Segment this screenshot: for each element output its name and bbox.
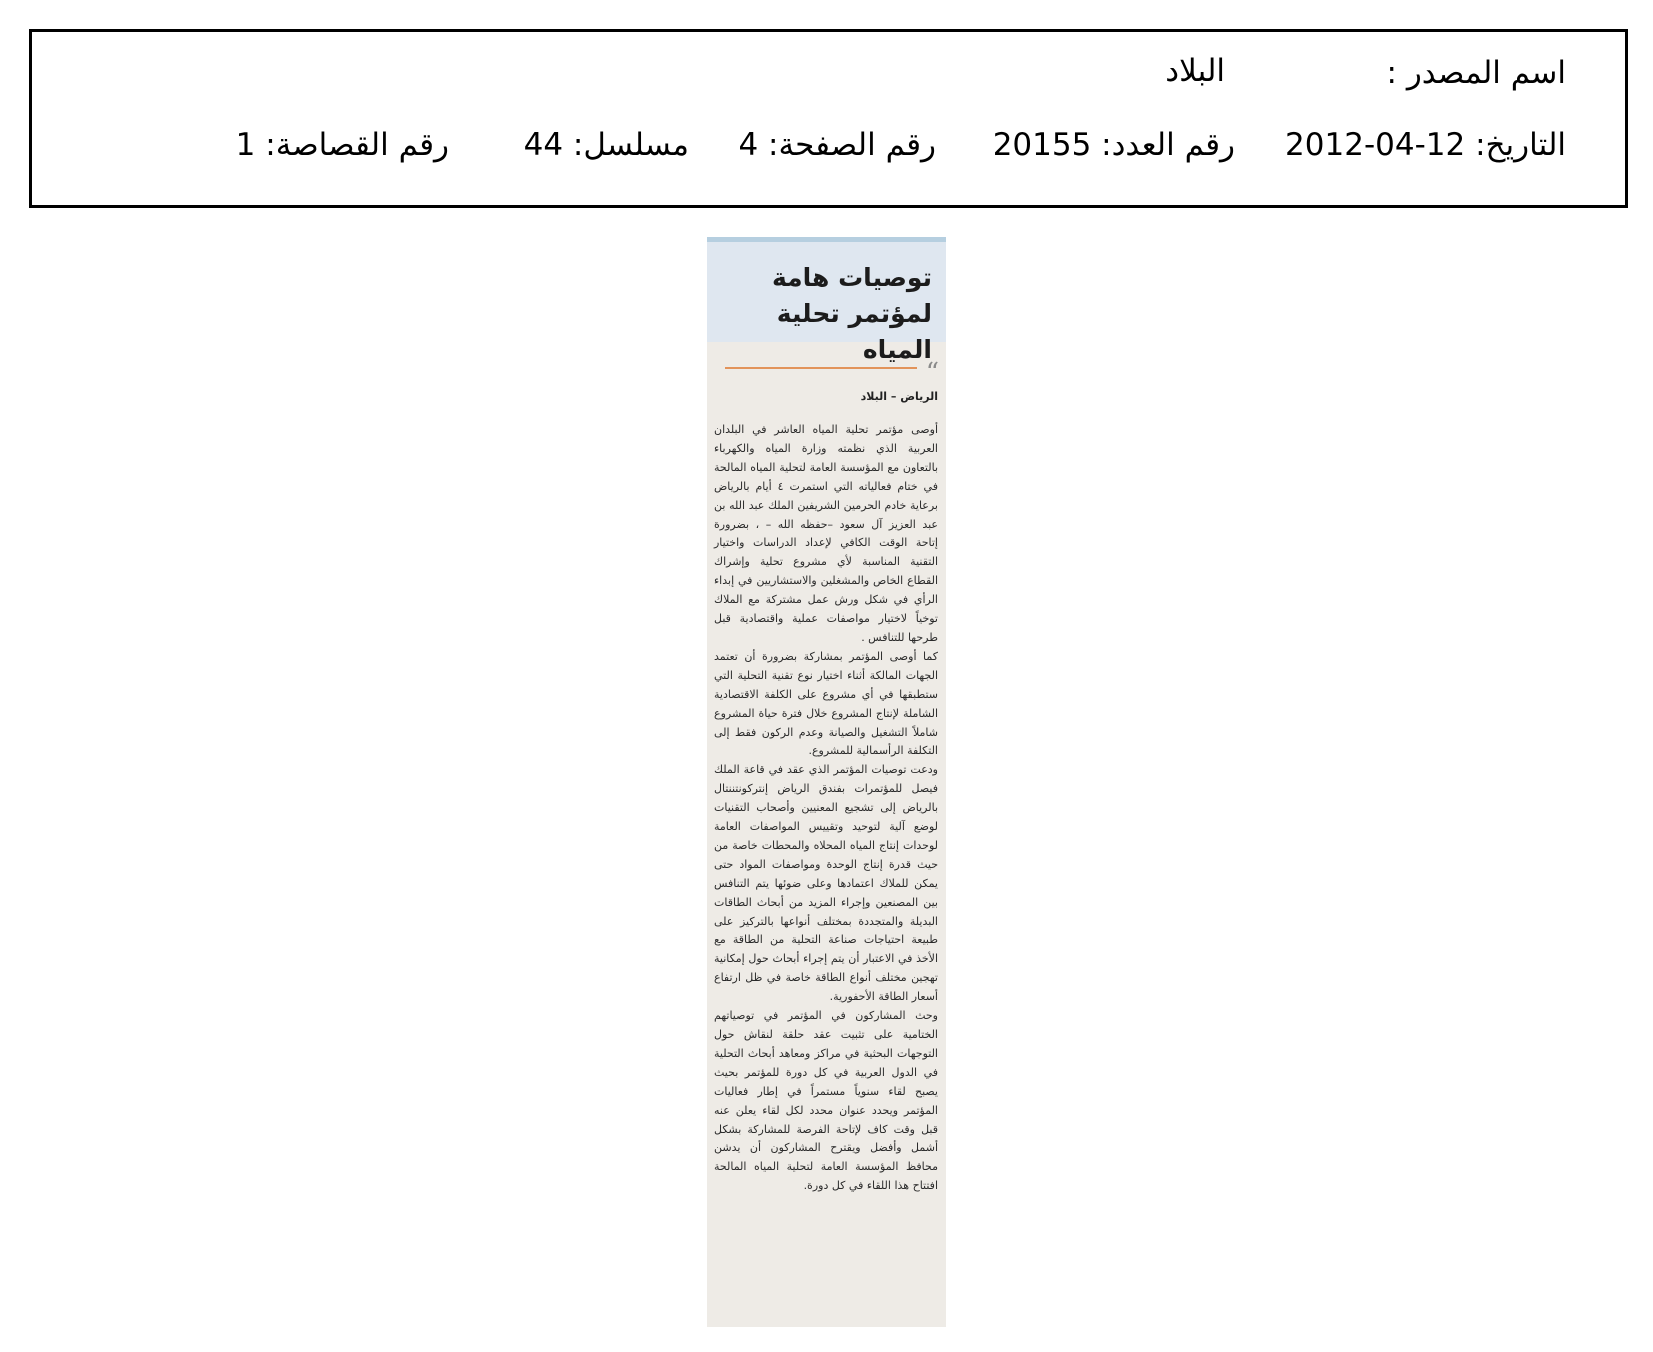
headline-line-2: لمؤتمر تحلية المياه <box>776 299 932 364</box>
quote-icon: “ <box>925 358 939 388</box>
article-headline <box>717 260 932 368</box>
article-paragraph-2: كما أوصى المؤتمر بمشاركة بضرورة أن تعتمد الجهات المالكة أثناء اختيار نوع تقنية التحلية التي ستطبقها في أي مشروع على الكلفة الاقتصادية الشاملة لإنتاج المشروع خلال فترة حياة المشروع شاملاً التشغيل والصيانة وعدم الركون فقط إلى التكلفة الرأسمالية للمشروع. <box>714 649 938 758</box>
headline-line-1: توصيات هامة <box>772 263 932 292</box>
clip-number-field: رقم القصاصة: 1 <box>235 127 449 163</box>
newspaper-clipping <box>707 237 946 1327</box>
document-header-box <box>29 29 1628 208</box>
issue-number-field: رقم العدد: 20155 <box>992 127 1235 163</box>
serial-field: مسلسل: 44 <box>523 127 689 163</box>
article-paragraph-4: وحث المشاركون في المؤتمر في توصياتهم الختامية على تثبيت عقد حلقة لنقاش حول التوجهات البحثية في مراكز ومعاهد أبحاث التحلية في الدول العربية في كل دورة للمؤتمر بحيث يصبح لقاء سنوياً مستمراً في إطار فعاليات المؤتمر ويحدد عنوان محدد لكل لقاء يعلن عنه قبل وقت كاف لإتاحة الفرصة للمشاركة بشكل أشمل وأفضل ويقترح المشاركون أن يدشن محافظ المؤسسة العامة لتحلية المياه المالحة افتتاح هذا اللقاء في كل دورة. <box>714 1009 938 1193</box>
date-field: التاريخ: 12-04-2012 <box>1285 127 1566 163</box>
quote-divider <box>725 367 917 369</box>
source-label: اسم المصدر : <box>1386 55 1566 91</box>
article-paragraph-3: ودعت توصيات المؤتمر الذي عقد في قاعة الملك فيصل للمؤتمرات بفندق الرياض إنتركونتننتال بالرياض إلى تشجيع المعنيين وأصحاب التقنيات لوضع آلية لتوحيد وتقييس المواصفات العامة لوحدات إنتاج المياه المحلاه والمحطات خاصة من حيث قدرة إنتاج الوحدة ومواصفات المواد حتى يمكن للملاك اعتمادها وعلى ضوئها يتم التنافس بين المصنعين وإجراء المزيد من أبحاث الطاقات البديلة والمتجددة بمختلف أنواعها بالتركيز على طبيعة احتياجات صناعة التحلية من الطاقة مع الأخذ في الاعتبار أن يتم إجراء أبحاث حول إمكانية تهجين مختلف أنواع الطاقة خاصة في ظل ارتفاع أسعار الطاقة الأحفورية. <box>714 763 938 1004</box>
article-dateline: الرياض – البلاد <box>860 390 938 403</box>
page-number-field: رقم الصفحة: 4 <box>738 127 936 163</box>
source-value: البلاد <box>1165 53 1225 89</box>
article-body <box>714 421 938 1196</box>
article-paragraph-1: أوصى مؤتمر تحلية المياه العاشر في البلدان العربية الذي نظمته وزارة المياه والكهرباء بالتعاون مع المؤسسة العامة لتحلية المياه المالحة في ختام فعالياته التي استمرت ٤ أيام بالرياض برعاية خادم الحرمين الشريفين الملك عبد الله بن عبد العزيز آل سعود –حفظه الله – ، بضرورة إتاحة الوقت الكافي لإعداد الدراسات واختيار التقنية المناسبة لأي مشروع تحلية وإشراك القطاع الخاص والمشغلين والاستشاريين في إبداء الرأي في شكل ورش عمل مشتركة مع الملاك توخياً لاختيار مواصفات عملية واقتصادية قبل طرحها للتنافس . <box>714 423 938 644</box>
headline-panel <box>707 242 946 364</box>
